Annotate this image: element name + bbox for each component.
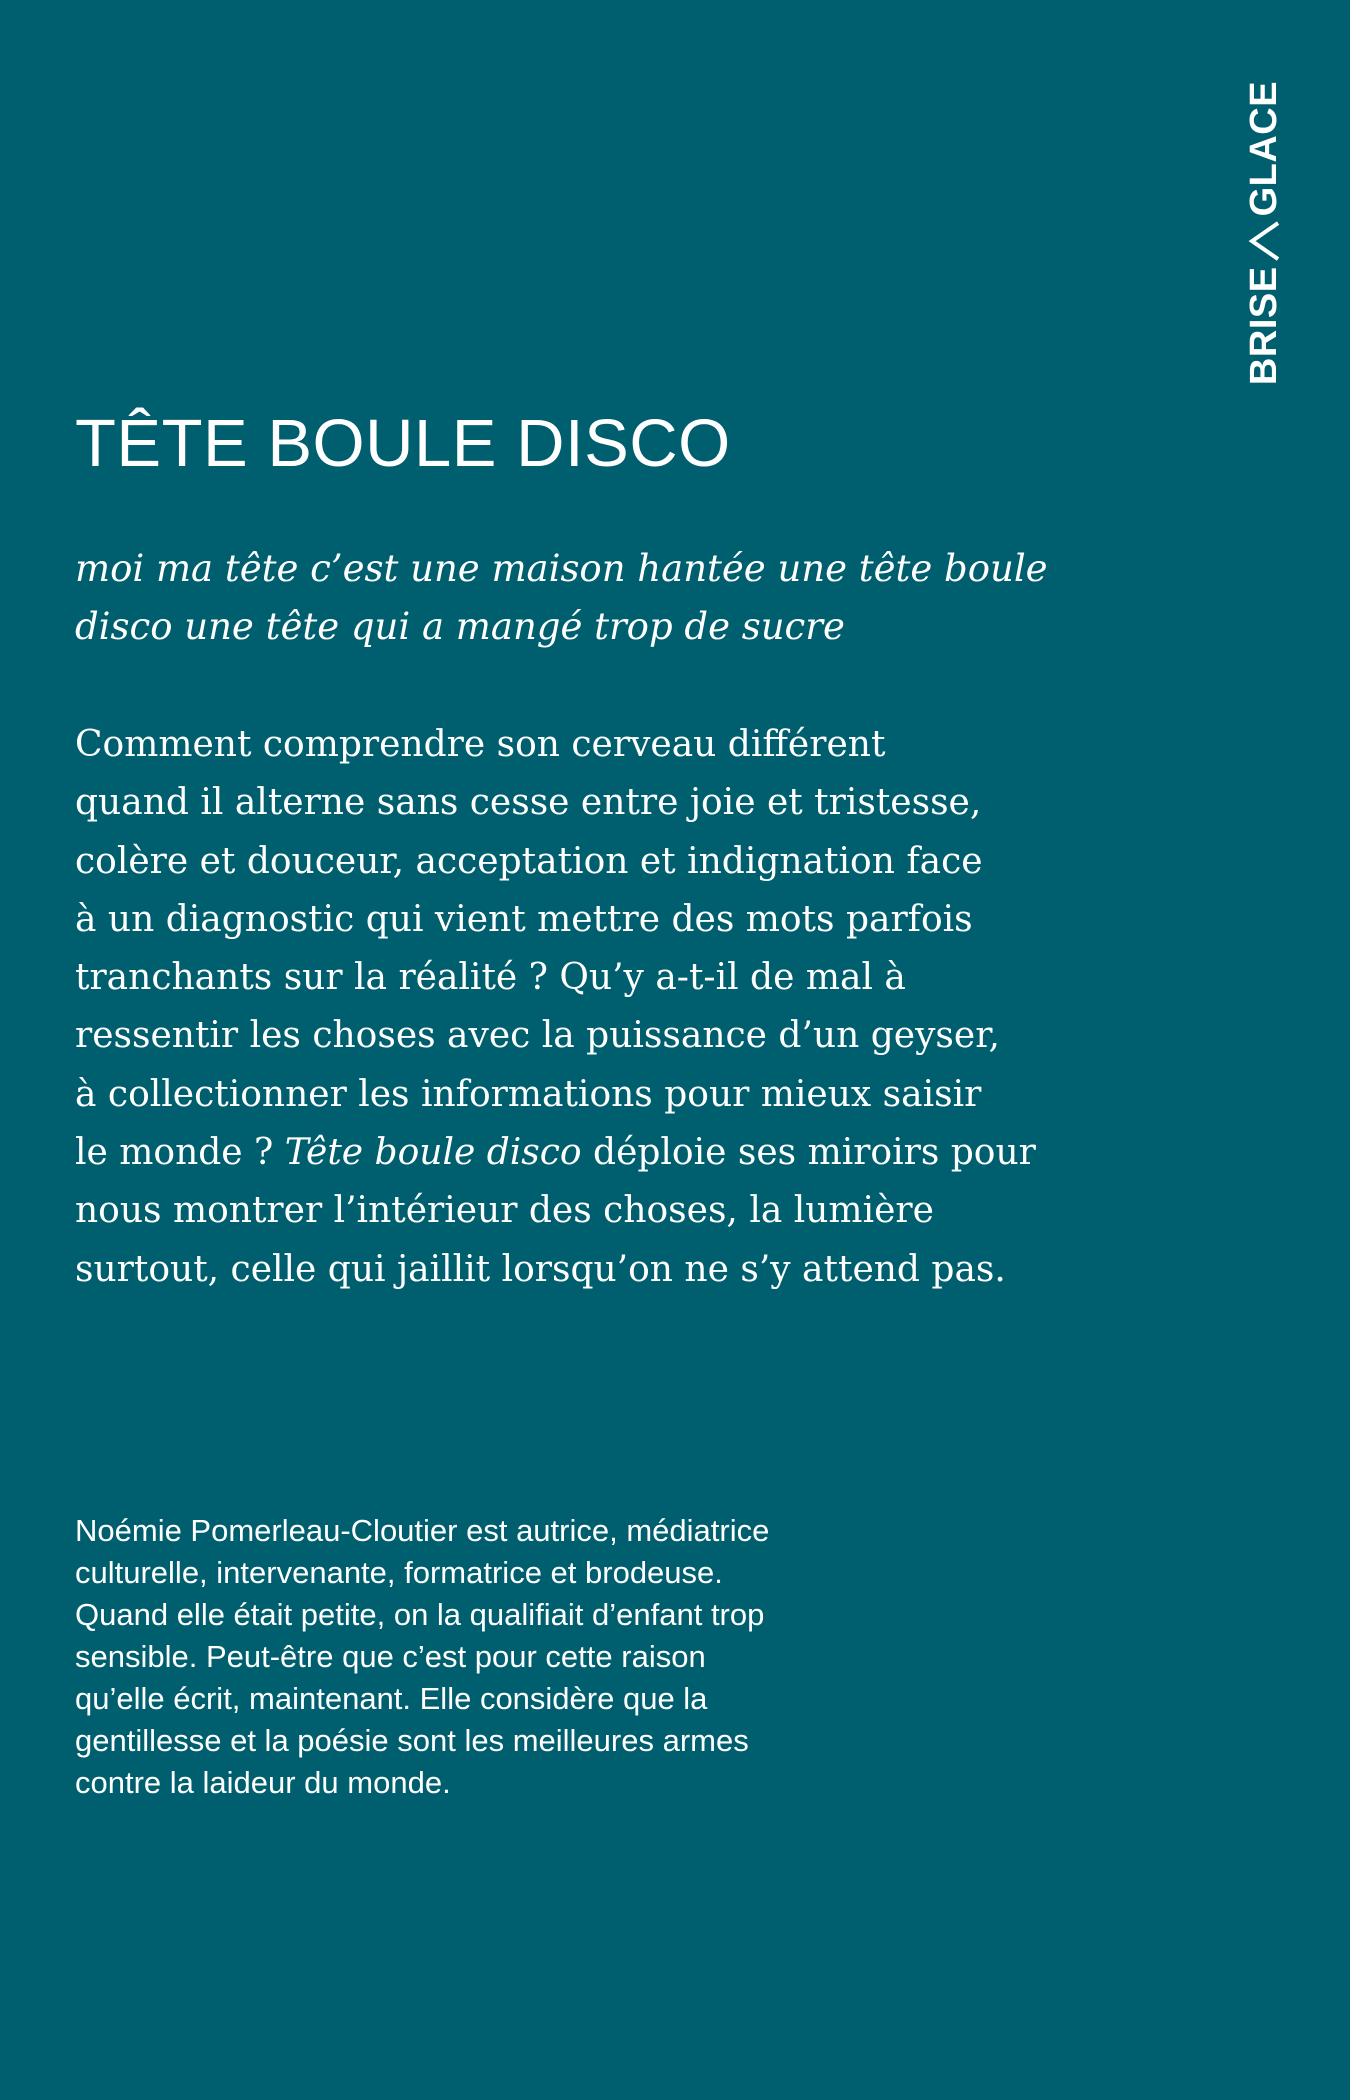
synopsis-line: à collectionner les informations pour mieux saisir <box>75 1073 982 1115</box>
caret-up-icon <box>1247 220 1281 262</box>
synopsis-line-with-title <box>75 1124 1095 1182</box>
synopsis-line: nous montrer l’intérieur des choses, la lumière <box>75 1190 934 1232</box>
bio-line: sensible. Peut-être que c’est pour cette raison <box>75 1639 706 1674</box>
synopsis-line: quand il alterne sans cesse entre joie et tristesse, <box>75 782 982 824</box>
bio-line: gentillesse et la poésie sont les meilleures armes <box>75 1723 749 1758</box>
bio-line: qu’elle écrit, maintenant. Elle considère que la <box>75 1681 708 1716</box>
publisher-name-brise: BRISE <box>1243 265 1286 385</box>
bio-line: culturelle, intervenante, formatrice et brodeuse. <box>75 1555 723 1590</box>
book-title: TÊTE BOULE DISCO <box>75 406 731 481</box>
synopsis <box>75 716 1095 1299</box>
synopsis-line: colère et douceur, acceptation et indignation face <box>75 840 983 882</box>
bio-line: Quand elle était petite, on la qualifiait d’enfant trop <box>75 1597 765 1632</box>
synopsis-line: tranchants sur la réalité ? Qu’y a-t-il de mal à <box>75 957 906 999</box>
synopsis-line: ressentir les choses avec la puissance d’un geyser, <box>75 1015 1000 1057</box>
bio-line: contre la laideur du monde. <box>75 1765 451 1800</box>
publisher-logo <box>1238 70 1290 395</box>
publisher-logo-text <box>1243 80 1286 385</box>
synopsis-book-title: Tête boule disco <box>284 1132 582 1174</box>
synopsis-text: déploie ses miroirs pour <box>581 1132 1036 1174</box>
synopsis-line: à un diagnostic qui vient mettre des mots parfois <box>75 898 973 940</box>
synopsis-line: surtout, celle qui jaillit lorsqu’on ne s’y attend pas. <box>75 1248 1006 1290</box>
synopsis-text: le monde ? <box>75 1132 285 1174</box>
bio-line: Noémie Pomerleau-Cloutier est autrice, médiatrice <box>75 1513 770 1548</box>
synopsis-line: Comment comprendre son cerveau différent <box>75 724 886 765</box>
publisher-name-glace: GLACE <box>1243 80 1286 216</box>
author-bio <box>75 1510 975 1804</box>
epigraph: moi ma tête c’est une maison hantée une tête boule disco une tête qui a mangé trop de sucre <box>75 547 1048 648</box>
